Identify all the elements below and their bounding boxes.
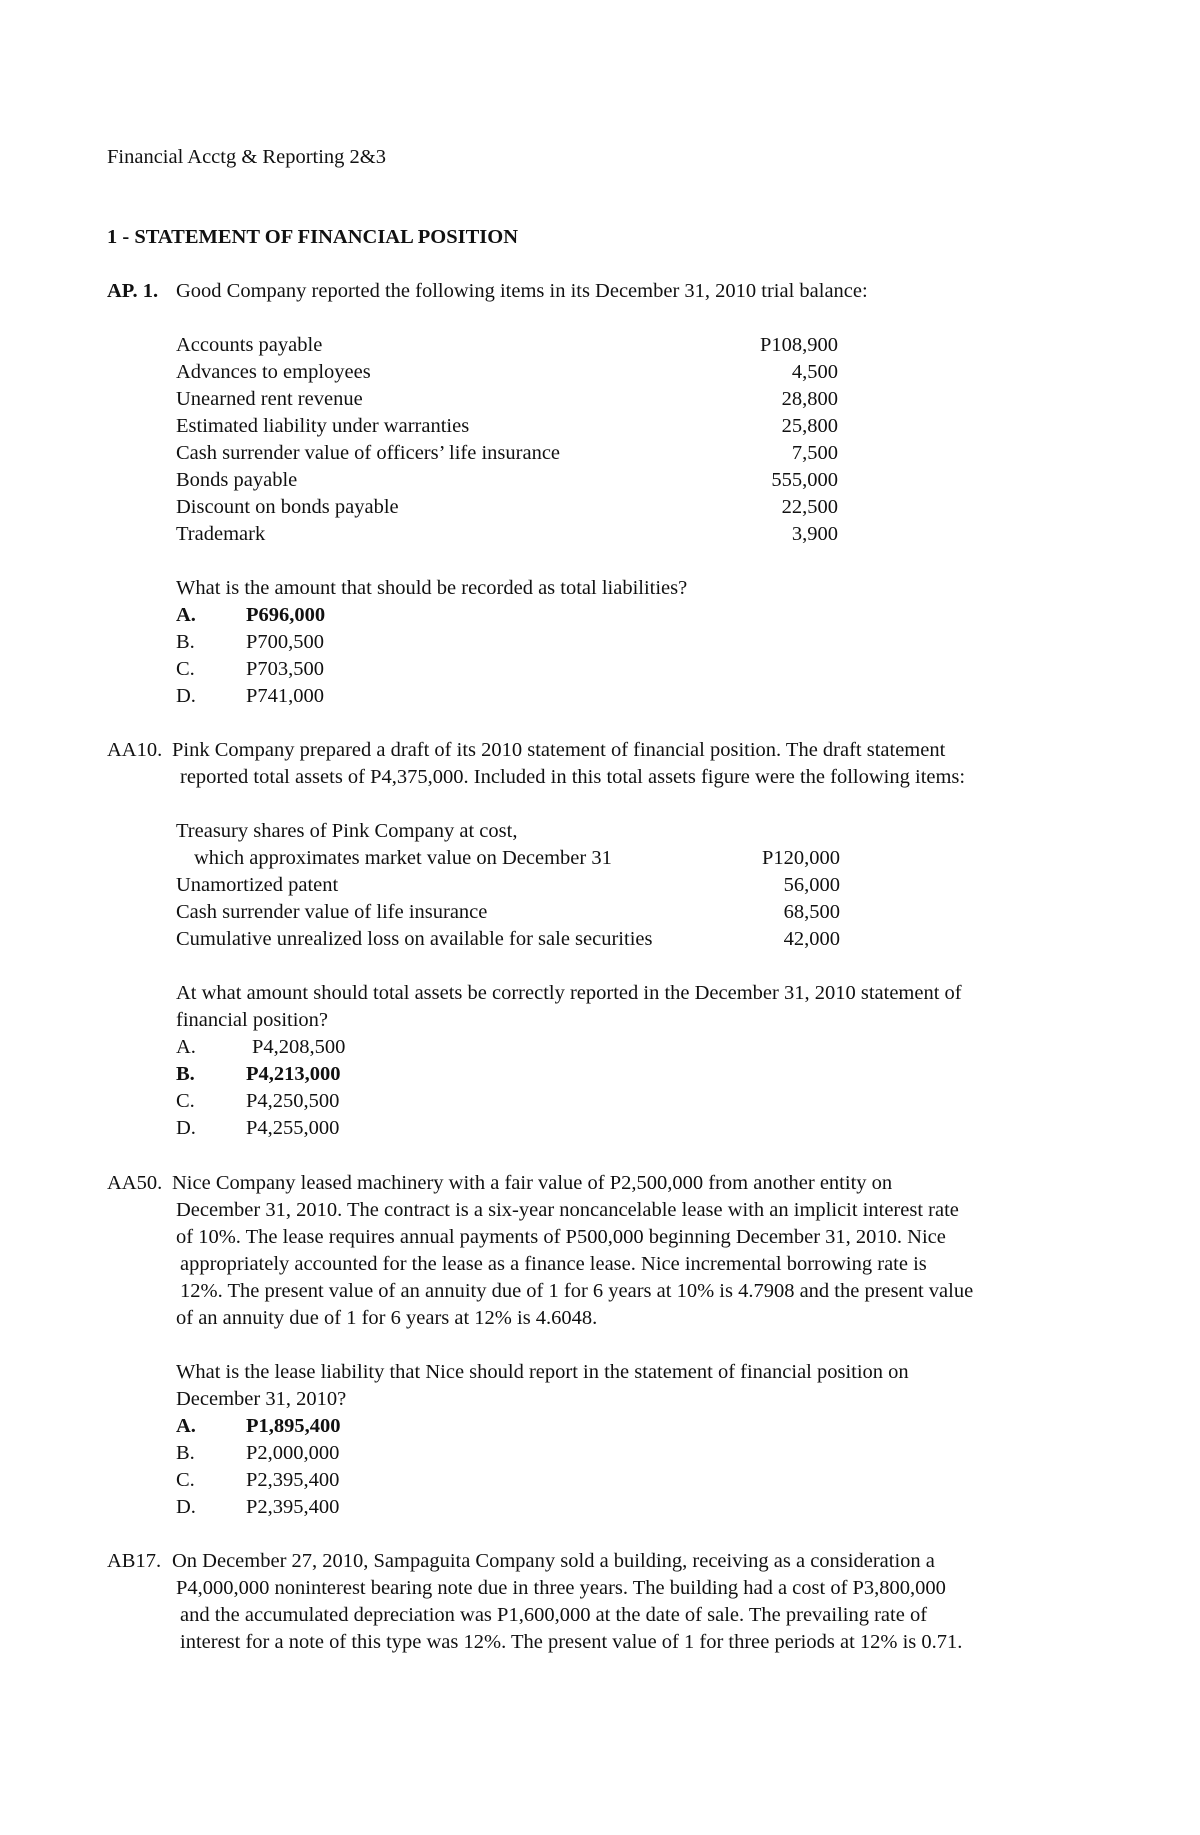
q1-choice-value: P741,000 (246, 685, 325, 707)
q4-label: AB17. (107, 1550, 162, 1572)
q1-item-amount: 22,500 (781, 496, 838, 518)
q1-intro: Good Company reported the following items in its December 31, 2010 trial balance: (176, 280, 868, 302)
q1-item-name: Unearned rent revenue (176, 388, 363, 410)
q3-body-line: Nice Company leased machinery with a fair value of P2,500,000 from another entity on (172, 1172, 893, 1194)
q2-item-name: Treasury shares of Pink Company at cost, (176, 820, 518, 842)
q2-item-amount: P120,000 (761, 847, 840, 869)
section-title: 1 - STATEMENT OF FINANCIAL POSITION (107, 226, 519, 248)
q2-intro-line: Pink Company prepared a draft of its 2010 statement of financial position. The draft statement (172, 739, 946, 761)
q2-label: AA10. (107, 739, 163, 761)
q4-body-line: P4,000,000 noninterest bearing note due in three years. The building had a cost of P3,800,000 (176, 1577, 946, 1599)
q1-item-amount: 28,800 (781, 388, 838, 410)
q4-body-line: On December 27, 2010, Sampaguita Company sold a building, receiving as a consideration a (172, 1550, 935, 1572)
q3-body-line: 12%. The present value of an annuity due of 1 for 6 years at 10% is 4.7908 and the present value (180, 1280, 974, 1302)
q2-item-name: which approximates market value on December 31 (194, 847, 612, 869)
q2-choice-letter: C. (176, 1090, 195, 1112)
q2-item-name: Unamortized patent (176, 874, 339, 896)
q2-choice-letter: D. (176, 1117, 196, 1139)
q3-body-line: December 31, 2010. The contract is a six-year noncancelable lease with an implicit interest rate (176, 1199, 959, 1221)
q4-body-line: interest for a note of this type was 12%. The present value of 1 for three periods at 12% is 0.71. (180, 1631, 963, 1653)
q1-item-amount: P108,900 (759, 334, 838, 356)
q1-item-amount: 25,800 (781, 415, 838, 437)
q2-choice-value: P4,208,500 (252, 1036, 346, 1058)
q3-label: AA50. (107, 1172, 163, 1194)
q2-item-name: Cash surrender value of life insurance (176, 901, 488, 923)
q1-choice-value: P696,000 (246, 604, 326, 626)
q1-item-name: Bonds payable (176, 469, 298, 491)
q3-choice-value: P2,395,400 (246, 1496, 340, 1518)
q2-question-line: financial position? (176, 1009, 328, 1031)
q2-item-amount: 56,000 (783, 874, 840, 896)
q1-choice-letter: D. (176, 685, 196, 707)
q4-body-line: and the accumulated depreciation was P1,600,000 at the date of sale. The prevailing rate of (180, 1604, 928, 1626)
q2-choice-letter: B. (176, 1063, 195, 1085)
q3-body-line: of an annuity due of 1 for 6 years at 12% is 4.6048. (176, 1307, 598, 1329)
q1-item-name: Accounts payable (176, 334, 323, 356)
q1-choice-letter: C. (176, 658, 195, 680)
q2-choice-value: P4,255,000 (246, 1117, 340, 1139)
q1-choice-value: P700,500 (246, 631, 325, 653)
q1-item-name: Discount on bonds payable (176, 496, 399, 518)
course-title: Financial Acctg & Reporting 2&3 (107, 146, 386, 168)
q2-question-line: At what amount should total assets be correctly reported in the December 31, 2010 statement of (176, 982, 962, 1004)
q3-choice-letter: A. (176, 1415, 196, 1437)
q1-item-amount: 4,500 (791, 361, 838, 383)
q1-choice-letter: A. (176, 604, 196, 626)
q1-item-amount: 555,000 (771, 469, 838, 491)
q1-question: What is the amount that should be recorded as total liabilities? (176, 577, 688, 599)
q1-item-name: Trademark (176, 523, 266, 545)
q3-question-line: What is the lease liability that Nice should report in the statement of financial position on (176, 1361, 909, 1383)
q1-choice-letter: B. (176, 631, 195, 653)
q1-item-name: Advances to employees (176, 361, 371, 383)
q1-label: AP. 1. (107, 280, 159, 302)
q2-item-amount: 68,500 (783, 901, 840, 923)
q1-item-amount: 7,500 (791, 442, 838, 464)
q1-item-name: Cash surrender value of officers’ life insurance (176, 442, 561, 464)
q3-choice-letter: C. (176, 1469, 195, 1491)
q3-choice-letter: B. (176, 1442, 195, 1464)
q1-choice-value: P703,500 (246, 658, 325, 680)
q2-choice-value: P4,213,000 (246, 1063, 341, 1085)
q3-choice-value: P2,000,000 (246, 1442, 340, 1464)
q3-question-line: December 31, 2010? (176, 1388, 347, 1410)
q3-choice-letter: D. (176, 1496, 196, 1518)
q1-item-amount: 3,900 (791, 523, 838, 545)
q2-choice-letter: A. (176, 1036, 196, 1058)
q2-choice-value: P4,250,500 (246, 1090, 340, 1112)
q2-item-name: Cumulative unrealized loss on available for sale securities (176, 928, 653, 950)
q1-item-name: Estimated liability under warranties (176, 415, 470, 437)
q2-intro-line: reported total assets of P4,375,000. Included in this total assets figure were the following items: (180, 766, 966, 788)
q3-body-line: appropriately accounted for the lease as a finance lease. Nice incremental borrowing rate is (180, 1253, 927, 1275)
q3-choice-value: P2,395,400 (246, 1469, 340, 1491)
q3-body-line: of 10%. The lease requires annual payments of P500,000 beginning December 31, 2010. Nice (176, 1226, 946, 1248)
q2-item-amount: 42,000 (783, 928, 840, 950)
q3-choice-value: P1,895,400 (246, 1415, 341, 1437)
